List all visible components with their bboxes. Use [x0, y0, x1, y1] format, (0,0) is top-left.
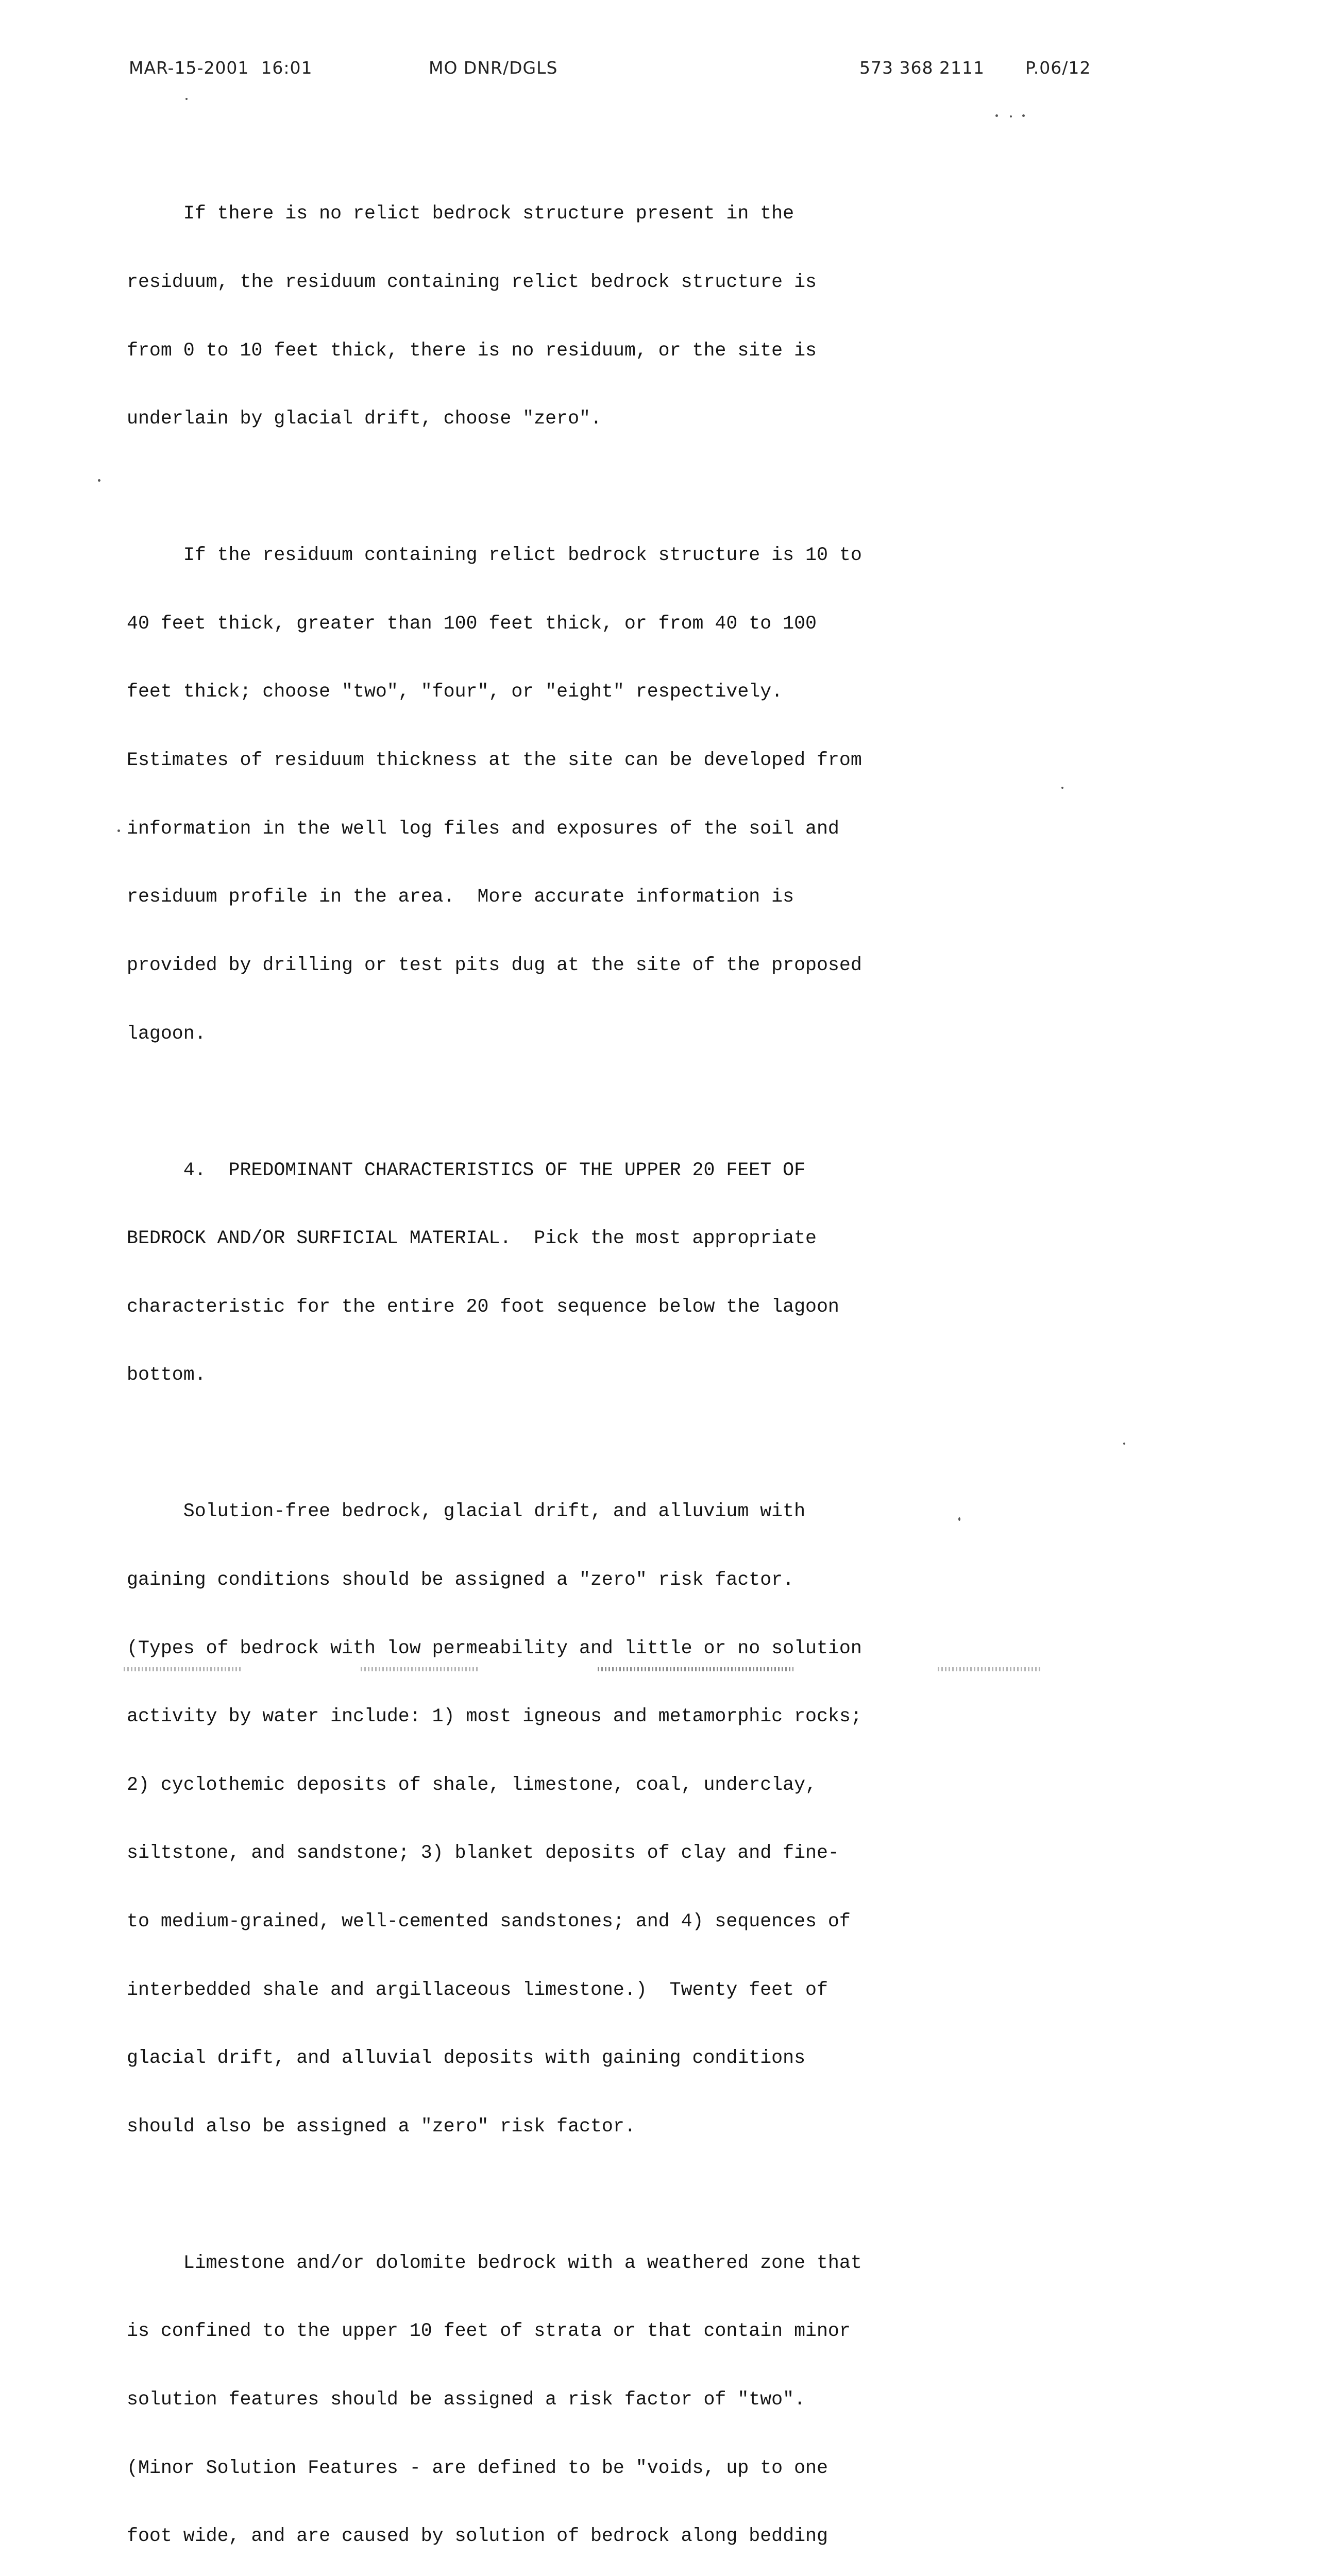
text-line: If there is no relict bedrock structure present in the: [127, 203, 794, 225]
text-line: residuum, the residuum containing relict bedrock structure is: [127, 272, 817, 293]
text-line: glacial drift, and alluvial deposits with gaining conditions: [127, 2047, 806, 2069]
paragraph-minor-solution-features: [127, 2206, 1070, 2576]
scan-speck: [1123, 1443, 1125, 1445]
text-line: Solution-free bedrock, glacial drift, and alluvium with: [127, 1501, 806, 1522]
text-line: 2) cyclothemic deposits of shale, limestone, coal, underclay,: [127, 1774, 817, 1795]
text-line: provided by drilling or test pits dug at the site of the proposed: [127, 954, 862, 976]
paragraph-relict-none: [127, 157, 1070, 476]
scan-speck: [1022, 114, 1025, 117]
scan-speck: [995, 114, 998, 117]
text-line: solution features should be assigned a risk factor of "two".: [127, 2389, 806, 2411]
text-line: should also be assigned a "zero" risk factor.: [127, 2115, 636, 2137]
text-line: feet thick; choose "two", "four", or "eight" respectively.: [127, 681, 783, 703]
text-line: gaining conditions should be assigned a "zero" risk factor.: [127, 1569, 794, 1590]
scan-speck: [1061, 787, 1063, 789]
text-line: interbedded shale and argillaceous limestone.) Twenty feet of: [127, 1979, 828, 2001]
text-line: bottom.: [127, 1364, 206, 1386]
scan-speck: [98, 479, 100, 482]
text-line: foot wide, and are caused by solution of bedrock along bedding: [127, 2526, 828, 2547]
scan-speck: [1010, 115, 1012, 117]
section-4-heading: [127, 1113, 1070, 1432]
text-line: residuum profile in the area. More accurate information is: [127, 886, 794, 908]
text-line: characteristic for the entire 20 foot sequence below the lagoon: [127, 1296, 839, 1317]
text-line: underlain by glacial drift, choose "zero".: [127, 408, 602, 430]
text-line: information in the well log files and exposures of the soil and: [127, 818, 839, 839]
scan-speck: [185, 98, 188, 100]
text-line: Limestone and/or dolomite bedrock with a weathered zone that: [127, 2252, 862, 2274]
text-line: 40 feet thick, greater than 100 feet thick, or from 40 to 100: [127, 613, 817, 634]
scan-noise: [361, 1667, 479, 1671]
scan-speck: [117, 829, 120, 832]
scan-noise: [598, 1667, 793, 1671]
text-line: If the residuum containing relict bedrock structure is 10 to: [127, 545, 862, 566]
scan-noise: [938, 1667, 1041, 1671]
text-line: lagoon.: [127, 1023, 206, 1044]
scan-noise: [124, 1667, 242, 1671]
fax-datetime: MAR-15-2001 16:01: [129, 58, 313, 78]
text-line: Estimates of residuum thickness at the site can be developed from: [127, 750, 862, 771]
text-line: activity by water include: 1) most igneous and metamorphic rocks;: [127, 1706, 862, 1727]
document-body: [127, 157, 1070, 2576]
text-line: is confined to the upper 10 feet of strata or that contain minor: [127, 2320, 851, 2342]
paragraph-residuum-thickness: [127, 499, 1070, 1091]
fax-header: [129, 58, 1108, 89]
scan-speck: [958, 1517, 960, 1521]
fax-phone-number: 573 368 2111: [859, 58, 985, 78]
text-line: 4. PREDOMINANT CHARACTERISTICS OF THE UPPER 20 FEET OF: [127, 1159, 806, 1181]
text-line: BEDROCK AND/OR SURFICIAL MATERIAL. Pick the most appropriate: [127, 1228, 817, 1249]
fax-organization: MO DNR/DGLS: [429, 58, 558, 78]
text-line: (Minor Solution Features - are defined to be "voids, up to one: [127, 2457, 828, 2479]
text-line: siltstone, and sandstone; 3) blanket deposits of clay and fine-: [127, 1842, 839, 1864]
text-line: from 0 to 10 feet thick, there is no residuum, or the site is: [127, 340, 817, 361]
fax-page-number: P.06/12: [1025, 58, 1091, 78]
text-line: to medium-grained, well-cemented sandstones; and 4) sequences of: [127, 1911, 851, 1933]
paragraph-solution-free-bedrock: [127, 1455, 1070, 2184]
text-line: (Types of bedrock with low permeability and little or no solution: [127, 1637, 862, 1659]
